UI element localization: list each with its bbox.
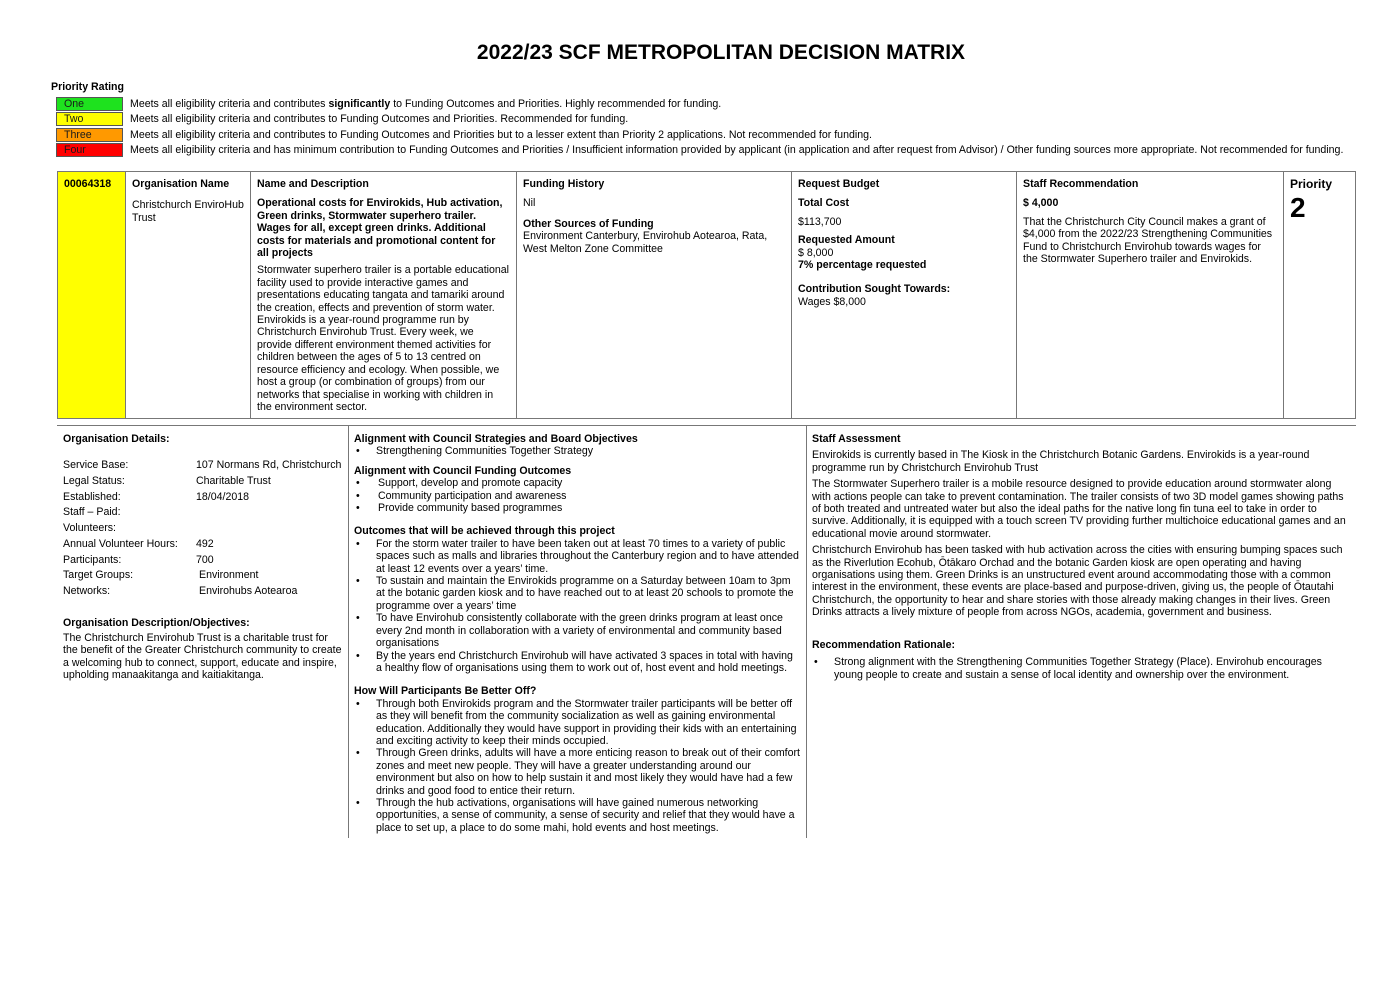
org-field-value: Charitable Trust [196,475,271,488]
funding-outcomes-heading: Alignment with Council Funding Outcomes [354,464,572,477]
staff-assessment-section [806,427,1356,681]
page-title: 2022/23 SCF METROPOLITAN DECISION MATRIX [476,41,966,64]
org-details-heading: Organisation Details: [63,433,170,445]
application-table [57,171,1356,419]
priority-description [130,98,721,110]
priority-value: 2 [1290,192,1306,224]
staff-assessment-paragraph: The Stormwater Superhero trailer is a mobile resource designed to provide education around stormwater along with actions people can take to prevent contamination. The trailer consists of two 3D model games showing paths of both treated and untreated water but also the ideal paths for the native long fin tuna eel to take in order to survive. Additionally, it is equipped with a touch screen TV providing further multichoice educational games and an educational movie around stormwater. [812,478,1346,540]
staff-assessment-paragraph: Christchurch Envirohub has been tasked with hub activation across the cities with ensuring bumping spaces such as the Riverlution Ecohub, Ōtākaro Orchad and the botanic Garden kiosk are open operating and having organisations using them. Green Drinks is an unstructured event around accommodating those with a common interest in the environment, these events are place-based and purpose-driven, giving us, the people of Ōtautahi Christchurch, the opportunity to hear and share stories with those already making changes in their lives. Green Drinks attracts a lively mixture of people from across NGOs, academia, government and business. [812,544,1343,619]
priority-description-text: to Funding Outcomes and Priorities. Highly recommended for funding. [390,98,722,110]
project-description: Stormwater superhero trailer is a portable educational facility used to provide interactive games and presentations educating tangata and tamariki around the creation, effects and prevention of storm water. Envirokids is a year-round programme run by Christchurch Envirohub Trust. Every week, we provide different environment themed activities for children between the ages of 5 to 13 centred on resource efficiency and ecology. When possible, we host a group (or combination of groups) from our networks that specialise in working with children in the environment sector. [257,264,510,413]
funding-history: Nil [523,197,536,210]
application-id: 00064318 [64,178,112,190]
org-field-label: Target Groups: [63,569,134,582]
strategies-list [354,445,800,457]
org-field [63,459,342,475]
request-budget-header: Request Budget [798,178,880,190]
staff-assessment-body [812,449,1350,618]
priority-description [130,113,628,125]
staff-recommendation-header: Staff Recommendation [1023,178,1139,190]
org-field-value: 107 Normans Rd, Christchurch [196,459,342,472]
percentage-requested: 7% percentage requested [798,259,927,272]
list-item: • Community participation and awareness [354,490,800,502]
funding-history-cell [516,172,791,418]
priority-description-emphasis: significantly [328,98,391,110]
name-description-header: Name and Description [257,178,369,190]
priority-description-text: Meets all eligibility criteria and contributes to Funding Outcomes and Priorities but to a lesser extent than Priority 2 applications. Not recommended for funding. [130,128,872,141]
list-item: • Through the hub activations, organisations will have gained numerous networking opportunities, a sense of community, a sense of security and relief that they would have a place to set up, a place to do some mahi, hold events and host meetings. [354,797,800,834]
achieved-outcomes-list [354,538,800,674]
priority-cell [1283,172,1357,418]
staff-recommendation-amount: $ 4,000 [1023,197,1059,210]
org-field-label: Established: [63,490,121,503]
list-item: • Strong alignment with the Strengthening Communities Together Strategy (Place). Envirohub encourages young people to create and sustain a sense of local identity and ownership over the environment. [812,656,1350,681]
priority-row [56,143,1356,158]
org-name: Christchurch EnviroHub Trust [132,199,244,224]
total-cost-label: Total Cost [798,197,850,210]
rationale-list [812,656,1350,681]
priority-header: Priority [1290,177,1333,191]
staff-assessment-paragraph: Envirokids is currently based in The Kiosk in the Christchurch Botanic Gardens. Envirokids is a year-round programme run by Christchurch Envirohub Trust [812,449,1310,474]
priority-description [130,144,1343,156]
section-divider [57,425,1356,426]
list-item: • By the years end Christchurch Envirohub will have activated 3 spaces in total with having a healthy flow of organisations using them to work out of, host event and hold meetings. [354,650,800,675]
other-sources: Environment Canterbury, Envirohub Aotearoa, Rata, West Melton Zone Committee [523,230,768,255]
priority-swatch: Three [56,128,123,142]
org-field [63,554,342,570]
requested-amount: $ 8,000 [798,246,834,259]
priority-description-text: Meets all eligibility criteria and contributes [130,98,329,110]
contribution: Wages $8,000 [798,295,866,308]
org-field-label: Staff – Paid: [63,506,121,519]
priority-swatch: Four [56,143,123,157]
org-field-label: Volunteers: [63,522,117,535]
org-name-header: Organisation Name [132,178,230,190]
org-field-value: 18/04/2018 [196,490,250,503]
list-item: • To have Envirohub consistently collaborate with the green drinks program at least once every 2nd month in collaboration with a variety of environmental and community based organisations [354,612,800,649]
org-description: The Christchurch Envirohub Trust is a charitable trust for the benefit of the Greater Christchurch community to create a welcoming hub to connect, support, educate and inspire, upholding manaakitanga and kaitiakitanga. [63,632,342,682]
staff-assessment-heading: Staff Assessment [812,433,901,445]
list-item: • Support, develop and promote capacity [354,477,800,489]
list-item: • Through both Envirokids program and the Stormwater trailer participants will be better off as they will benefit from the community socialization as well as gaining environmental education. Additionally they would have support in providing their kids with an entertaining and exciting activity to keep their minds occupied. [354,698,800,748]
list-item: • Strengthening Communities Together Strategy [354,445,800,457]
org-field-value: Environment [199,569,259,582]
staff-recommendation-text: That the Christchurch City Council makes a grant of $4,000 from the 2022/23 Strengthening Communities Fund to Christchurch Envirohub towards wages for the Stormwater Superhero trailer and Envirokids. [1023,215,1273,266]
funding-outcomes-list [354,477,800,514]
org-field-label: Service Base: [63,459,129,472]
list-item: • For the storm water trailer to have been taken out at least 70 times to a variety of public spaces such as malls and libraries throughout the Canterbury region and to have attended at least 12 events over a years’ time. [354,538,800,575]
priority-description [130,129,872,141]
funding-history-header: Funding History [523,178,605,190]
org-details-fields [63,459,342,600]
project-title: Operational costs for Envirokids, Hub activation, Green drinks, Stormwater superhero trailer. Wages for all, except green drinks. Additional costs for materials and promotional content for all projects [257,197,503,260]
org-field-value: 700 [196,553,214,566]
staff-recommendation-cell [1016,172,1283,418]
priority-rating-heading: Priority Rating [51,81,124,93]
total-cost: $113,700 [798,215,842,228]
alignment-section [348,427,806,834]
list-item: • To sustain and maintain the Envirokids programme on a Saturday between 10am to 3pm at the botanic garden kiosk and to have reached out to at least 20 schools to promote the programme over a years’ time [354,575,800,612]
name-description-cell [250,172,516,418]
list-item: • Through Green drinks, adults will have a more enticing reason to break out of their comfort zones and meet new people. They will have a greater understanding around our environment but also on how to help sustain it and most likely they would have had a few drinks and good food to entice their return. [354,747,800,797]
org-field-label: Annual Volunteer Hours: [63,537,178,550]
org-field [63,475,342,491]
rationale-heading: Recommendation Rationale: [812,638,956,651]
org-field-label: Participants: [63,553,122,566]
better-off-list [354,698,800,834]
org-field [63,506,342,522]
org-field-value: 492 [196,537,214,550]
priority-row [56,97,1356,112]
achieved-outcomes-heading: Outcomes that will be achieved through this project [354,525,615,538]
strategies-heading: Alignment with Council Strategies and Board Objectives [354,433,638,445]
org-field [63,522,342,538]
organisation-details-section [57,427,348,682]
priority-swatch: One [56,97,123,111]
org-field [63,569,342,585]
org-field-label: Legal Status: [63,475,125,488]
priority-row [56,112,1356,127]
list-item: • Provide community based programmes [354,502,800,514]
better-off-heading: How Will Participants Be Better Off? [354,685,537,698]
org-name-cell [125,172,250,418]
org-description-heading: Organisation Description/Objectives: [63,616,250,629]
org-field [63,491,342,507]
requested-amount-label: Requested Amount [798,234,895,247]
other-sources-header: Other Sources of Funding [523,217,654,230]
priority-description-text: Meets all eligibility criteria and has minimum contribution to Funding Outcomes and Priorities / Insufficient information provided by applicant (in application and after request from Advisor) / Other funding sources more appropriate. Not recommended for funding. [130,143,1344,156]
contribution-label: Contribution Sought Towards: [798,283,951,296]
priority-row [56,128,1356,143]
org-field [63,585,342,601]
request-budget-cell [791,172,1016,418]
org-field [63,538,342,554]
priority-description-text: Meets all eligibility criteria and contributes to Funding Outcomes and Priorities. Recommended for funding. [130,113,629,126]
org-field-value: Envirohubs Aotearoa [199,584,298,597]
org-field-label: Networks: [63,584,111,597]
application-id-cell [58,172,125,418]
priority-swatch: Two [56,112,123,126]
